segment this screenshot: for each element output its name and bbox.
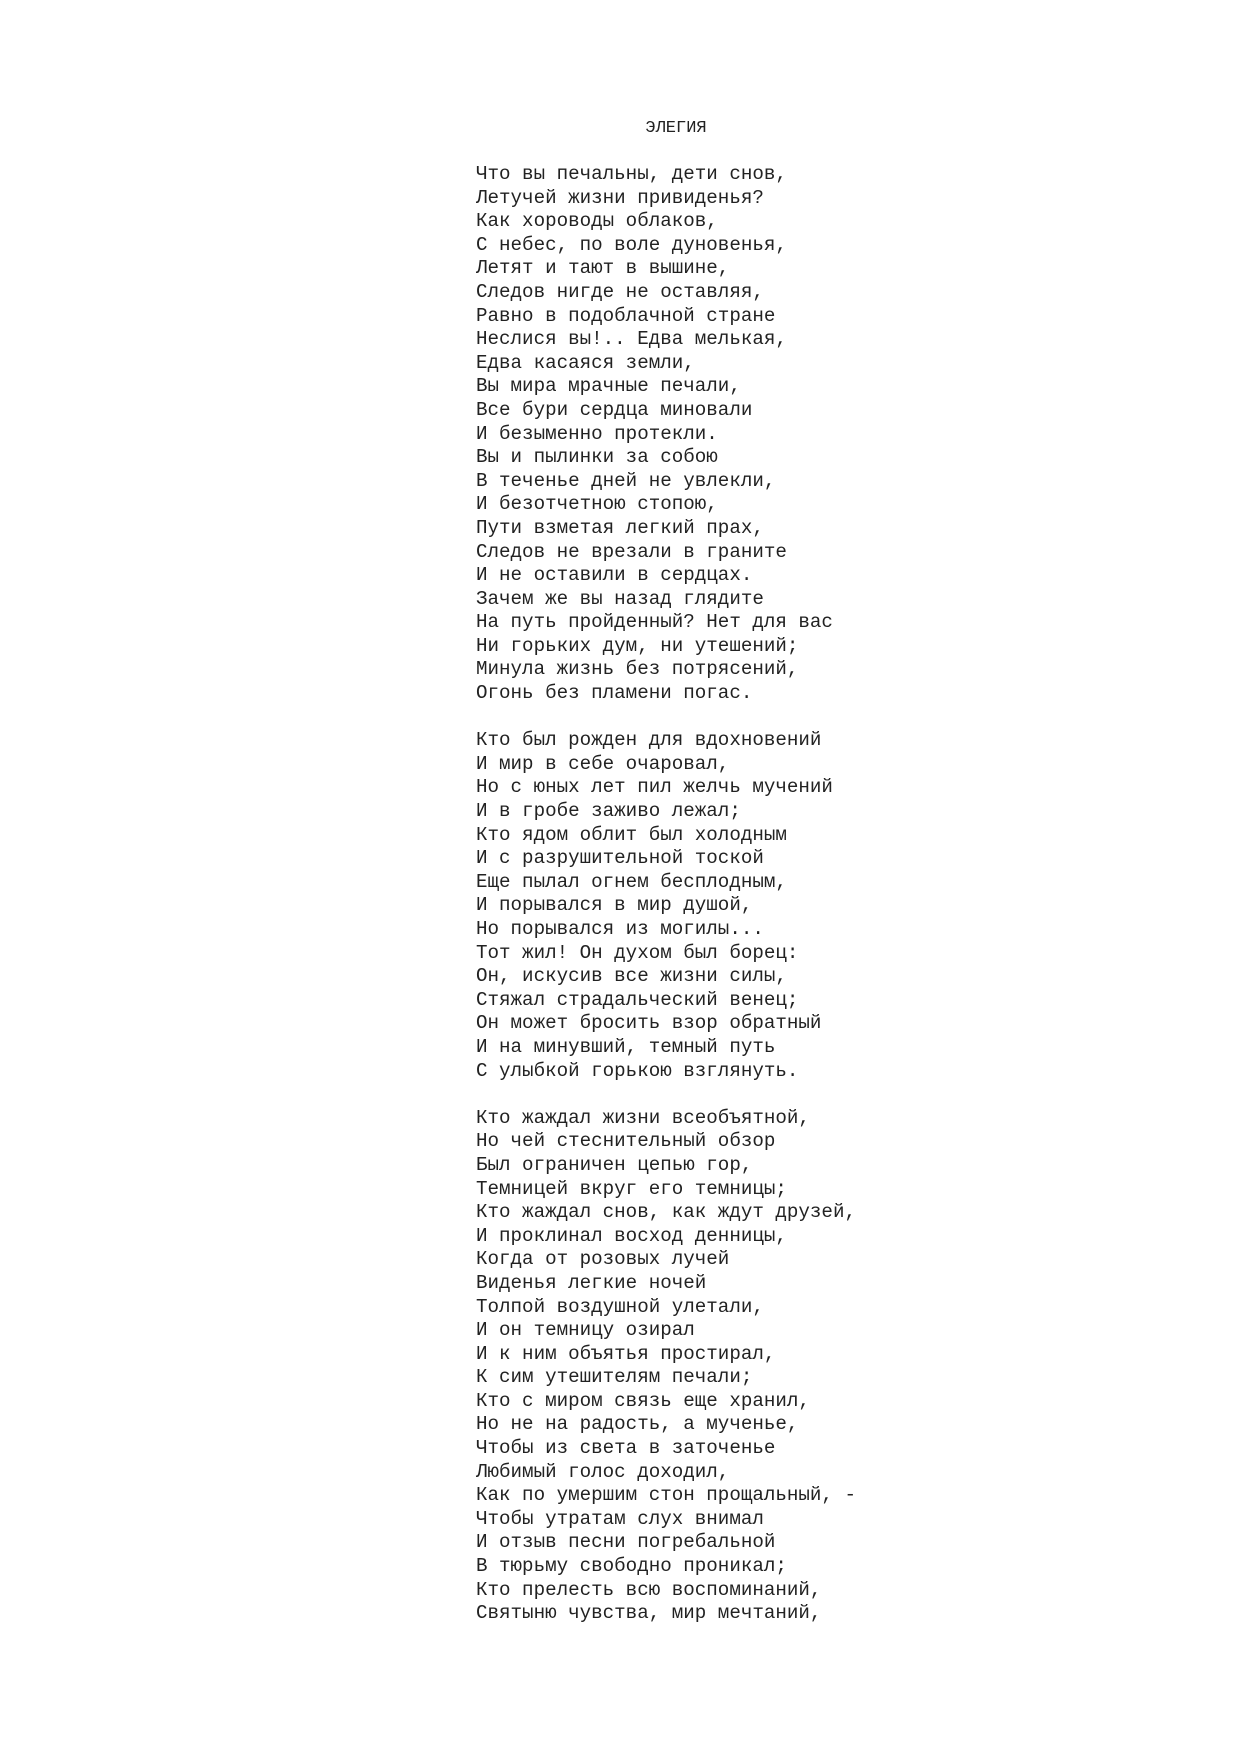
poem-line: Кто ядом облит был холодным [476,823,787,846]
poem-line: Виденья легкие ночей [476,1271,707,1294]
stanza-2 [476,729,1216,1083]
poem-line: Еще пылал огнем бесплодным, [476,870,787,893]
poem-line: Когда от розовых лучей [476,1248,730,1271]
poem-line: На путь пройденный? Нет для вас [476,611,833,634]
poem-line: И безыменно протекли. [476,422,718,445]
poem-line: И безотчетною стопою, [476,493,718,516]
poem-line: К сим утешителям печали; [476,1366,753,1389]
poem-line: Темницей вкруг его темницы; [476,1177,787,1200]
poem-line: Летят и тают в вышине, [476,257,730,280]
poem-line: Пути взметая легкий прах, [476,516,764,539]
poem-line: Тот жил! Он духом был борец: [476,941,799,964]
poem-line: Едва касаяся земли, [476,351,695,374]
poem-line: И не оставили в сердцах. [476,564,753,587]
poem-line: Чтобы утратам слух внимал [476,1507,764,1530]
poem-line: В тюрьму свободно проникал; [476,1555,787,1578]
poem-line: И он темницу озирал [476,1319,695,1342]
poem-line: С небес, по воле дуновенья, [476,233,787,256]
poem-line: В теченье дней не увлекли, [476,469,776,492]
poem-line: Равно в подоблачной стране [476,304,776,327]
poem-body [476,163,1216,1626]
stanza-1 [476,163,1216,706]
poem-line: Толпой воздушной улетали, [476,1295,764,1318]
poem-line: Как хороводы облаков, [476,210,718,233]
poem-line: И с разрушительной тоской [476,847,764,870]
poem-line: Был ограничен цепью гор, [476,1153,753,1176]
poem-line: Минула жизнь без потрясений, [476,658,799,681]
poem-line: Кто был рожден для вдохновений [476,729,822,752]
poem-line: Любимый голос доходил, [476,1460,730,1483]
poem-line: Следов не врезали в граните [476,540,787,563]
poem-line: Кто жаждал снов, как ждут друзей, [476,1201,856,1224]
poem-line: Все бури сердца миновали [476,398,753,421]
poem-line: Но с юных лет пил желчь мучений [476,776,833,799]
poem-line: И порывался в мир душой, [476,894,753,917]
poem-line: И проклинал восход денницы, [476,1224,787,1247]
poem-line: И отзыв песни погребальной [476,1531,776,1554]
poem-line: Летучей жизни привиденья? [476,186,764,209]
poem-line: И на минувший, темный путь [476,1035,776,1058]
poem-line: Огонь без пламени погас. [476,682,753,705]
poem-line: Святыню чувства, мир мечтаний, [476,1602,822,1625]
stanza-3 [476,1107,1216,1626]
poem-line: Что вы печальны, дети снов, [476,163,787,185]
poem-line: И к ним объятья простирал, [476,1342,776,1365]
poem-line: Как по умершим стон прощальный, - [476,1484,856,1507]
poem-line: Кто жаждал жизни всеобъятной, [476,1106,810,1129]
poem-line: Следов нигде не оставляя, [476,280,764,303]
poem-line: Чтобы из света в заточенье [476,1437,776,1460]
poem-line: Стяжал страдальческий венец; [476,988,799,1011]
poem-line: И мир в себе очаровал, [476,752,730,775]
poem-line: Неслися вы!.. Едва мелькая, [476,328,787,351]
poem-line: Кто с миром связь еще хранил, [476,1389,810,1412]
poem-line: Кто прелесть всю воспоминаний, [476,1578,822,1601]
poem-line: Но чей стеснительный обзор [476,1130,776,1153]
poem-line: Зачем же вы назад глядите [476,587,764,610]
poem-line: С улыбкой горькою взглянуть. [476,1059,799,1082]
poem-line: И в гробе заживо лежал; [476,800,741,823]
poem-title: ЭЛЕГИЯ [645,119,707,138]
poem-line: Ни горьких дум, ни утешений; [476,634,799,657]
poem-line: Но порывался из могилы... [476,918,764,940]
poem-line: Он, искусив все жизни силы, [476,965,787,988]
poem-line: Но не на радость, а мученье, [476,1413,799,1436]
poem-line: Он может бросить взор обратный [476,1012,822,1035]
poem-line: Вы мира мрачные печали, [476,375,741,398]
poem-line: Вы и пылинки за собою [476,446,718,469]
